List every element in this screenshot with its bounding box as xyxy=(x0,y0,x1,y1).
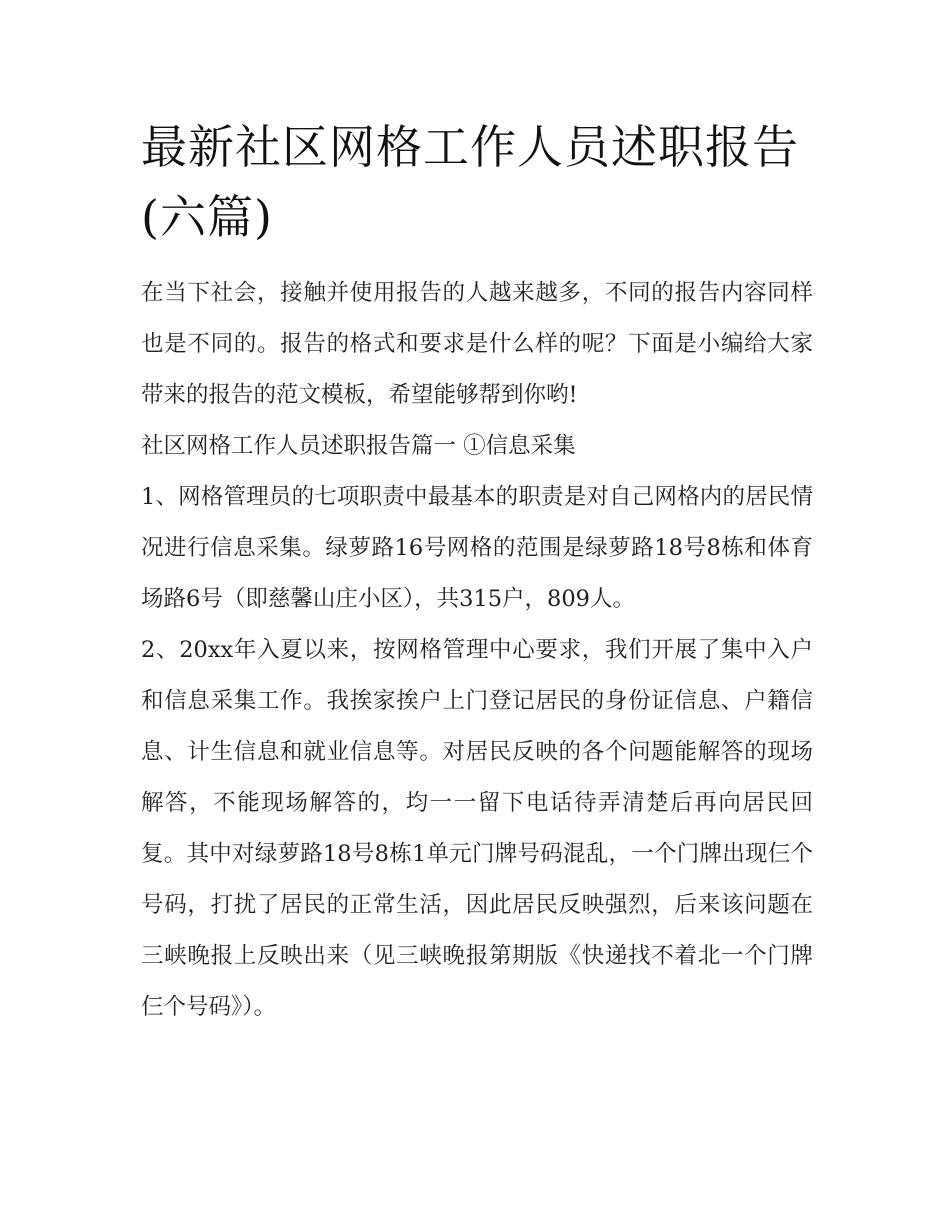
body-paragraph-2: 2、20xx年入夏以来，按网格管理中心要求，我们开展了集中入户和信息采集工作。我挨家挨户上门登记居民的身份证信息、户籍信息、计生信息和就业信息等。对居民反映的各个问题能解答的现场解答，不能现场解答的，均一一留下电话待弄清楚后再向居民回复。其中对绿萝路18号8栋1单元门牌号码混乱，一个门牌出现仨个号码，打扰了居民的正常生活，因此居民反映强烈，后来该问题在三峡晚报上反映出来（见三峡晚报第期版《快递找不着北一个门牌仨个号码》）。 xyxy=(141,637,813,1020)
document-title: 最新社区网格工作人员述职报告(六篇) xyxy=(141,120,799,244)
intro-paragraph: 在当下社会，接触并使用报告的人越来越多，不同的报告内容同样也是不同的。报告的格式和要求是什么样的呢？下面是小编给大家带来的报告的范文模板，希望能够帮到你哟! xyxy=(141,280,813,408)
body-paragraph-1: 1、网格管理员的七项职责中最基本的职责是对自己网格内的居民情况进行信息采集。绿萝路16号网格的范围是绿萝路18号8栋和体育场路6号（即慈馨山庄小区），共315户，809人。 xyxy=(141,484,813,612)
document-page xyxy=(141,112,813,1033)
section-heading: 社区网格工作人员述职报告篇一 ①信息采集 xyxy=(141,433,576,459)
